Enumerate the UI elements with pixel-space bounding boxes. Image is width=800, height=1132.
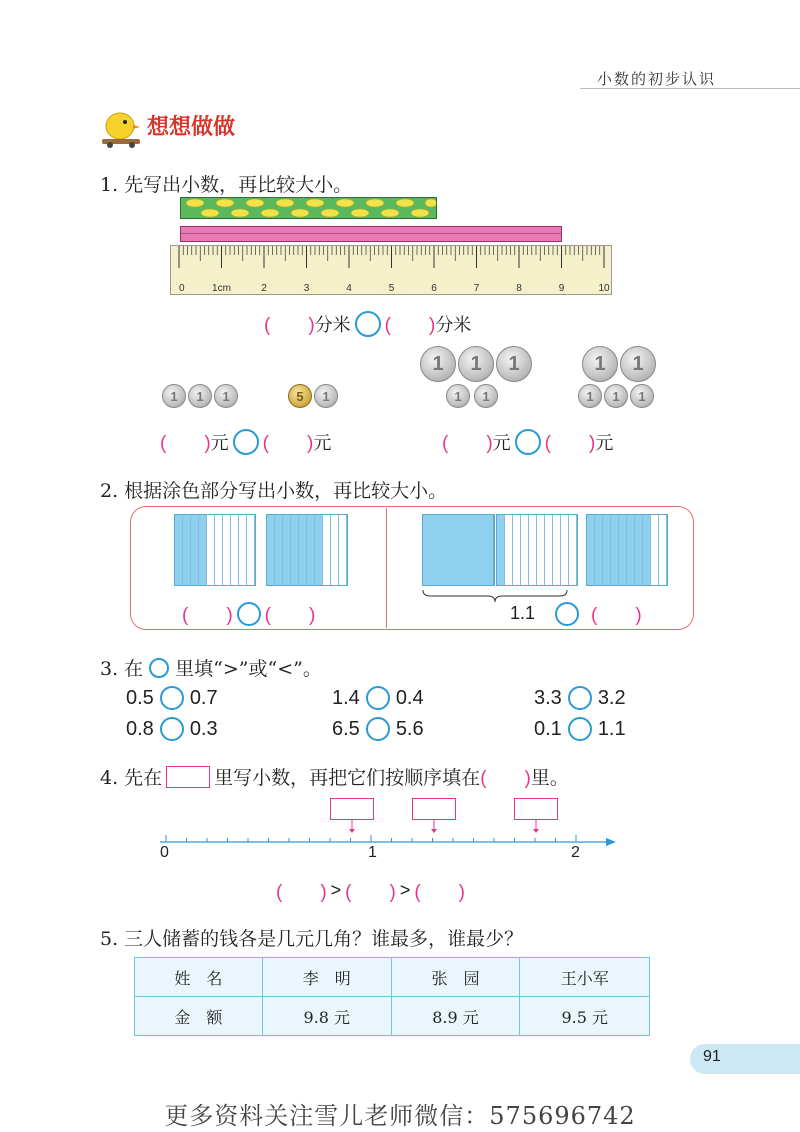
compare-circle[interactable]	[568, 717, 592, 741]
question-5-title: 5. 三人储蓄的钱各是几元几角？谁最多，谁最少？	[100, 928, 524, 950]
table-row	[135, 958, 650, 997]
footer-watermark-text: 更多资料关注雪儿老师微信：575696742	[164, 1102, 636, 1130]
compare-circle[interactable]	[568, 686, 592, 710]
compare-circle[interactable]	[366, 717, 390, 741]
table-cell: 9.8 元	[262, 997, 391, 1036]
decimal-grid	[422, 514, 495, 586]
coin-icon: 1	[162, 384, 186, 408]
question-4-title-mid: 里写小数，再把它们按顺序填在	[214, 767, 481, 789]
answer-paren[interactable]: ( )	[544, 433, 596, 454]
decimal-grid	[586, 514, 668, 586]
coin-icon: 1	[446, 384, 470, 408]
unit-label: 分米	[314, 314, 351, 336]
section-title: 小数的初步认识	[596, 70, 716, 88]
compare-circle[interactable]	[233, 429, 259, 455]
ruler-label: 4	[346, 283, 352, 294]
compare-right: 0.7	[189, 686, 218, 709]
unit-label: 分米	[435, 314, 472, 336]
answer-paren[interactable]: ( )	[276, 882, 327, 903]
compare-left: 6.5	[332, 717, 360, 740]
answer-paren[interactable]: ( )	[591, 605, 642, 626]
header-divider	[580, 88, 800, 89]
compare-circle[interactable]	[160, 717, 184, 741]
ruler-label: 3	[303, 283, 310, 294]
table-header-cell: 王小军	[520, 958, 650, 997]
answer-paren[interactable]: ( )	[264, 605, 316, 626]
coin-group-left-b	[420, 346, 532, 408]
table-row	[135, 997, 650, 1036]
number-line	[160, 818, 620, 852]
answer-box[interactable]	[514, 798, 558, 820]
savings-table	[134, 957, 650, 1036]
coin-icon: 1	[420, 346, 456, 382]
compare-right: 3.2	[597, 686, 626, 709]
coin-icon: 1	[314, 384, 338, 408]
box-icon	[166, 766, 210, 788]
unit-label: 元	[313, 432, 332, 454]
coin-icon: 1	[214, 384, 238, 408]
question-4-title: 4. 先在	[100, 767, 163, 789]
pointer-arrow	[533, 829, 539, 833]
greater-than: >	[399, 880, 411, 900]
ruler	[170, 245, 612, 295]
compare-circle[interactable]	[366, 686, 390, 710]
ruler-label: 9	[558, 283, 565, 294]
answer-paren[interactable]: ( )	[160, 433, 211, 454]
compare-circle[interactable]	[160, 686, 184, 710]
answer-paren[interactable]: ( )	[182, 605, 233, 626]
compare-left: 0.5	[126, 686, 154, 709]
coin-icon: 1	[496, 346, 532, 382]
table-cell: 金 额	[135, 997, 263, 1036]
unit-label: 元	[492, 432, 511, 454]
coin-icon: 5	[288, 384, 312, 408]
compare-left: 1.4	[332, 686, 360, 709]
pink-strip	[180, 226, 562, 242]
ruler-label: 2	[261, 283, 267, 294]
compare-circle[interactable]	[515, 429, 541, 455]
ruler-label: 6	[431, 283, 437, 294]
answer-paren[interactable]: ( )	[264, 315, 315, 336]
q2-divider	[386, 508, 387, 628]
answer-paren[interactable]: ( )	[345, 882, 396, 903]
answer-paren[interactable]: ( )	[442, 433, 493, 454]
answer-box[interactable]	[330, 798, 374, 820]
chick-mascot-icon	[98, 108, 142, 148]
table-cell: 9.5 元	[520, 997, 650, 1036]
compare-circle[interactable]	[237, 602, 261, 626]
table-cell: 8.9 元	[391, 997, 520, 1036]
ruler-label: 8	[516, 283, 522, 294]
coin-group-right-a	[288, 384, 338, 408]
axis-label: 0	[160, 844, 169, 861]
answer-paren[interactable]: ( )	[384, 315, 436, 336]
coin-icon: 1	[582, 346, 618, 382]
table-header-cell: 姓 名	[135, 958, 263, 997]
page-number: 91	[703, 1048, 721, 1065]
compare-right: 1.1	[597, 717, 626, 740]
coin-icon: 1	[474, 384, 498, 408]
given-value: 1.1	[510, 603, 536, 623]
ruler-label: 0	[179, 283, 185, 294]
compare-left: 0.8	[126, 717, 154, 740]
compare-circle[interactable]	[355, 311, 381, 337]
coin-icon: 1	[604, 384, 628, 408]
answer-paren[interactable]: ( )	[262, 433, 314, 454]
answer-box[interactable]	[412, 798, 456, 820]
pointer-arrow	[431, 829, 437, 833]
question-4-title-end: 里。	[530, 767, 569, 789]
greater-than: >	[330, 880, 342, 900]
unit-label: 元	[210, 432, 229, 454]
decimal-grid	[174, 514, 256, 586]
axis-label: 2	[571, 844, 580, 861]
green-dotted-strip	[180, 197, 437, 219]
decimal-grid	[496, 514, 578, 586]
compare-circle[interactable]	[555, 602, 579, 626]
decimal-grid	[266, 514, 348, 586]
coin-icon: 1	[620, 346, 656, 382]
ruler-label: 7	[473, 283, 480, 294]
compare-left: 3.3	[534, 686, 562, 709]
question-3-title-rest: 里填“>”或“<”。	[175, 658, 322, 680]
section-banner-title: 想想做做	[147, 115, 236, 140]
question-2-title: 2. 根据涂色部分写出小数，再比较大小。	[100, 480, 448, 502]
ruler-label: 5	[388, 283, 395, 294]
coin-icon: 1	[578, 384, 602, 408]
unit-label: 元	[595, 432, 614, 454]
answer-paren[interactable]: ( )	[414, 882, 465, 903]
table-header-cell: 李 明	[262, 958, 391, 997]
compare-right: 0.3	[189, 717, 218, 740]
coin-icon: 1	[458, 346, 494, 382]
table-header-cell: 张 园	[391, 958, 520, 997]
coin-icon: 1	[188, 384, 212, 408]
ruler-label: 1cm	[212, 283, 231, 294]
ruler-label: 10	[598, 283, 610, 294]
pointer-arrow	[349, 829, 355, 833]
compare-left: 0.1	[534, 717, 562, 740]
question-1-title: 1. 先写出小数，再比较大小。	[100, 174, 353, 196]
question-3-title: 3. 在	[100, 658, 144, 680]
axis-label: 1	[368, 844, 377, 861]
coin-group-right-b	[578, 346, 668, 408]
number-line-arrow	[606, 838, 616, 846]
coin-group-left-a	[162, 384, 238, 408]
paren-icon: ( )	[480, 768, 531, 789]
coin-icon: 1	[630, 384, 654, 408]
compare-right: 5.6	[395, 717, 424, 740]
circle-icon	[149, 658, 169, 678]
compare-right: 0.4	[395, 686, 424, 709]
